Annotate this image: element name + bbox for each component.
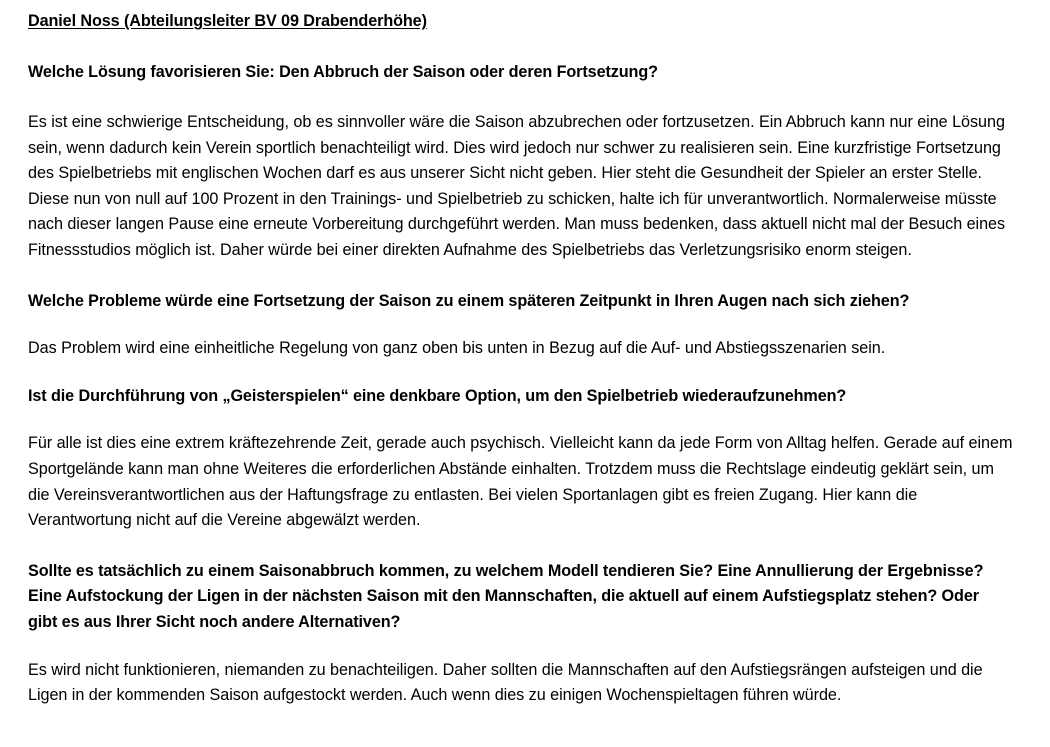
qa-block-4 [28,559,1020,709]
answer-paragraph-4: Es wird nicht funktionieren, niemanden zu benachteiligen. Daher sollten die Mannschaften auf den Aufstiegsrängen aufsteigen und die Ligen in der kommenden Saison aufgestockt werden. Auch wenn dies zu einigen Wochenspieltagen führen würde. [28,660,983,705]
qa-block-2 [28,289,1020,362]
spacer [28,534,1020,559]
spacer [28,409,1020,431]
answer-paragraph-3: Für alle ist dies eine extrem kräftezehrende Zeit, gerade auch psychisch. Vielleicht kann da jede Form von Alltag helfen. Gerade auf einem Sportgelände kann man ohne Weiteres die erforderlichen Abstände einhalten. Trotzdem muss die Rechtslage eindeutig geklärt sein, um die Vereinsverantwortlichen aus der Haftungsfrage zu entlasten. Bei vielen Sportanlagen gibt es freien Zugang. Hier kann die Verantwortung nicht auf die Vereine abgewälzt werden. [28,434,1013,530]
spacer [28,85,1020,110]
spacer [28,314,1020,336]
spacer [28,636,1020,658]
question-heading-4: Sollte es tatsächlich zu einem Saisonabbruch kommen, zu welchem Modell tendieren Sie? Eine Annullierung der Ergebnisse? Eine Aufstockung der Ligen in der nächsten Saison mit den Mannschaften, die aktuell auf einem Aufstiegsplatz stehen? Oder gibt es aus Ihrer Sicht noch andere Alternativen? [28,561,984,631]
spacer [28,35,1020,60]
question-heading-3: Ist die Durchführung von „Geisterspielen“ eine denkbare Option, um den Spielbetrieb wiederaufzunehmen? [28,386,847,405]
page-title: Daniel Noss (Abteilungsleiter BV 09 Drabenderhöhe) [28,12,427,30]
question-heading-1: Welche Lösung favorisieren Sie: Den Abbruch der Saison oder deren Fortsetzung? [28,62,658,81]
spacer [28,264,1020,289]
question-heading-2: Welche Probleme würde eine Fortsetzung der Saison zu einem späteren Zeitpunkt in Ihren Augen nach sich ziehen? [28,291,910,310]
qa-block-1 [28,60,1020,264]
answer-paragraph-2: Das Problem wird eine einheitliche Regelung von ganz oben bis unten in Bezug auf die Auf- und Abstiegsszenarien sein. [28,339,886,358]
answer-paragraph-1: Es ist eine schwierige Entscheidung, ob es sinnvoller wäre die Saison abzubrechen oder fortzusetzen. Ein Abbruch kann nur eine Lösung sein, wenn dadurch kein Verein sportlich benachteiligt wird. Dies wird jedoch nur schwer zu realisieren sein. Eine kurzfristige Fortsetzung des Spielbetriebs mit englischen Wochen darf es aus unserer Sicht nicht geben. Hier steht die Gesundheit der Spieler an erster Stelle. Diese nun von null auf 100 Prozent in den Trainings- und Spielbetrieb zu schicken, halte ich für unverantwortlich. Normalerweise müsste nach dieser langen Pause eine erneute Vorbereitung durchgeführt werden. Man muss bedenken, dass aktuell nicht mal der Besuch eines Fitnessstudios möglich ist. Daher würde bei einer direkten Aufnahme des Spielbetriebs das Verletzungsrisiko enorm steigen. [28,113,1006,260]
qa-block-3 [28,384,1020,534]
spacer [28,362,1020,384]
